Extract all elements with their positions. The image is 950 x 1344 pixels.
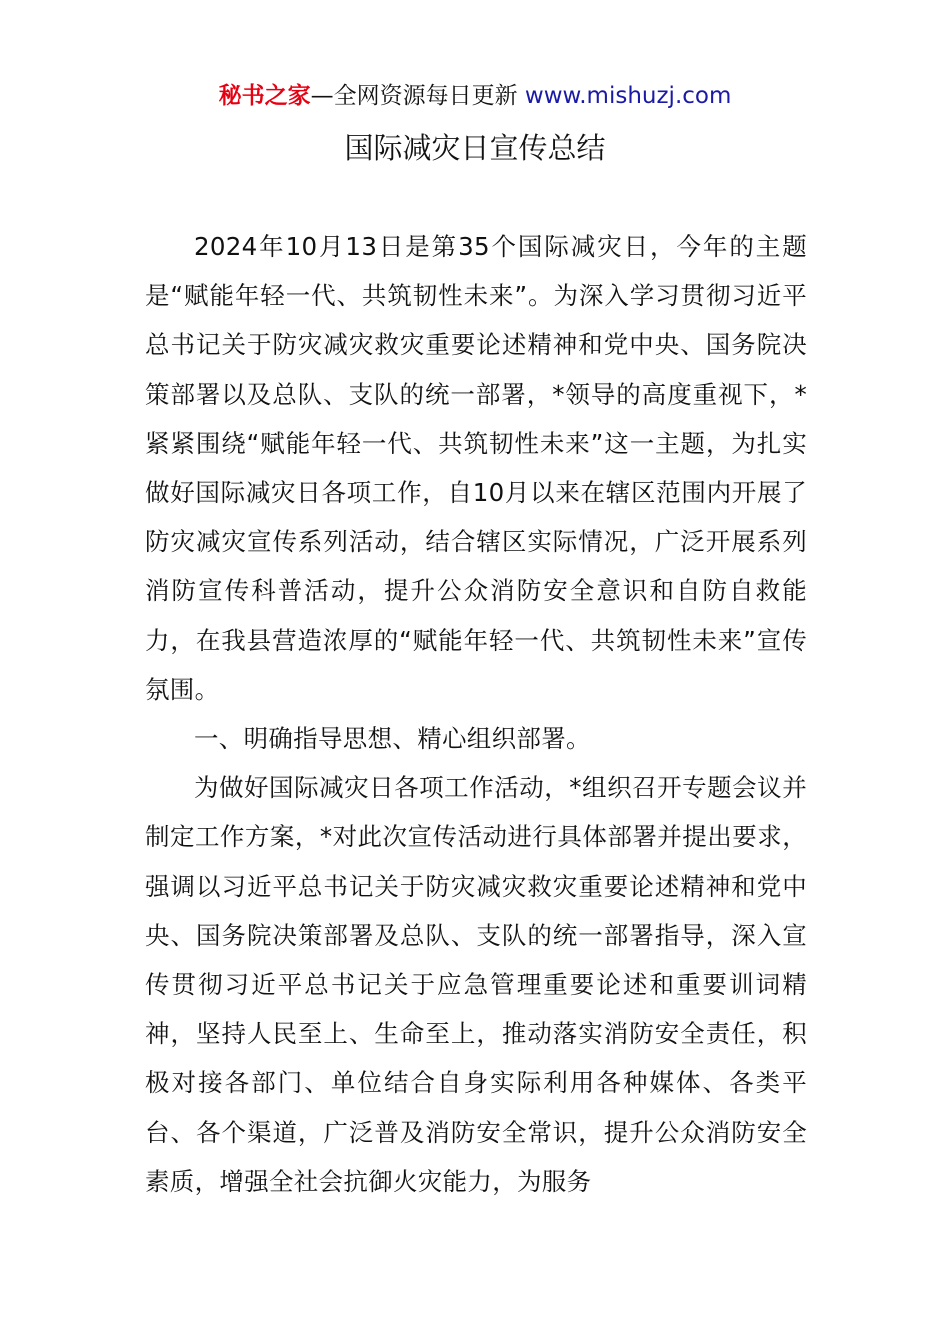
site-tagline: —全网资源每日更新 [310, 83, 525, 109]
section-heading-1: 一、明确指导思想、精心组织部署。 [194, 724, 591, 754]
site-url-link[interactable]: www.mishuzj.com [524, 83, 732, 109]
brand-name: 秘书之家 [218, 83, 311, 109]
document-title: 国际减灾日宣传总结 [344, 131, 606, 165]
document-body [145, 222, 807, 1206]
site-header [0, 80, 950, 112]
paragraph-section-1: 为做好国际减灾日各项工作活动，*组织召开专题会议并制定工作方案，*对此次宣传活动进行具体部署并提出要求，强调以习近平总书记关于防灾减灾救灾重要论述精神和党中央、国务院决策部署及总队、支队的统一部署指导，深入宣传贯彻习近平总书记关于应急管理重要论述和重要训词精神，坚持人民至上、生命至上，推动落实消防安全责任，积极对接各部门、单位结合自身实际利用各种媒体、各类平台、各个渠道，广泛普及消防安全常识，提升公众消防安全素质，增强全社会抗御火灾能力，为服务 [145, 773, 807, 1196]
paragraph-intro: 2024年10月13日是第35个国际减灾日，今年的主题是“赋能年轻一代、共筑韧性未来”。为深入学习贯彻习近平总书记关于防灾减灾救灾重要论述精神和党中央、国务院决策部署以及总队、支队的统一部署，*领导的高度重视下，*紧紧围绕“赋能年轻一代、共筑韧性未来”这一主题，为扎实做好国际减灾日各项工作，自10月以来在辖区范围内开展了防灾减灾宣传系列活动，结合辖区实际情况，广泛开展系列消防宣传科普活动，提升公众消防安全意识和自防自救能力，在我县营造浓厚的“赋能年轻一代、共筑韧性未来”宣传氛围。 [145, 232, 807, 704]
